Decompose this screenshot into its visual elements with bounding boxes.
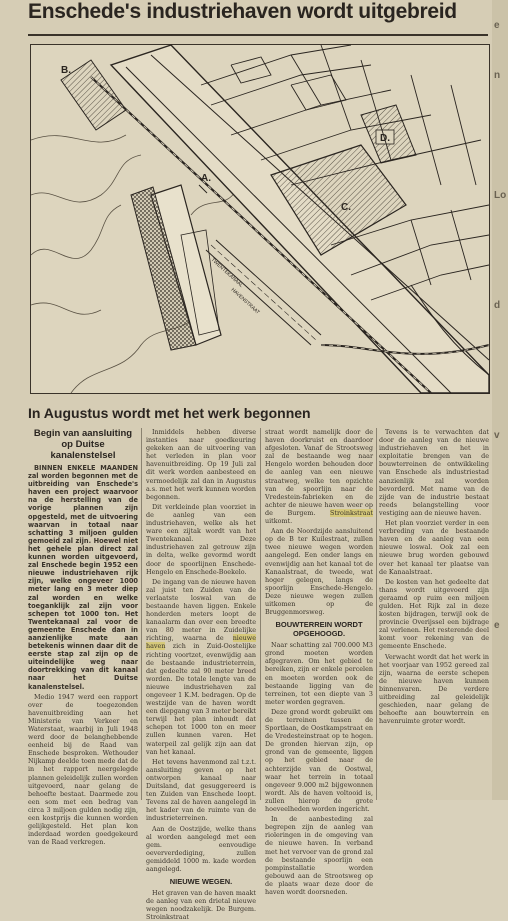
harbour-map xyxy=(30,44,490,394)
road-label: HAVENSTRAAT xyxy=(229,287,261,316)
body-paragraph: Inmiddels hebben diverse instanties naar goedkeuring gekeken aan de uitvoering van het verleden in plan voor havenuitbreiding. Op 19 Juli zal dit werk worden aanbesteed en vermoedelijk zal dan in Augustus a.s. met het werk kunnen worden begonnen. xyxy=(146,428,256,501)
body-paragraph: Medio 1947 werd een rapport over de toegezonden havenuitbreiding aan het Ministerie van Verkeer en Waterstaat, waarbij in Juli 1948 werd door de belanghebbende eenheid bij de Raad van Enschede besproken. Wethouder Nijkamp deelde toen mede dat de in het rapport neergelegde plannen geleidelijk zullen worden uitgevoerd, naar gelang de behoefte bestaat. Daarmede zou een som met een bedrag van circa 3 miljoen gulden nodig zijn, een kostprijs die kunnen worden gelijkgesteld. Het plan kon inderdaad worden goedgekeurd van de Raad verkregen. xyxy=(28,692,138,847)
text-run: De ingang van de nieuwe haven zal juist ten Zuiden van de verlaatste loswal van de bestaande haven liggen. Enkele honderden meters loopt de kanaalarm dan over een breedte van 80 meter in Zuidelijke richting, waarna de xyxy=(146,577,256,643)
adjacent-column-edge xyxy=(492,0,508,800)
body-paragraph xyxy=(265,428,373,525)
body-paragraph: Naar schatting zal 700.000 M3 grond moeten worden afgegraven. Om het gebied te bereiken, zijn er enkele percelen en moeten worden ook de bestaande ligging van de terreinen, tot een diepte van 3 meter worden gegraven. xyxy=(265,641,373,706)
body-paragraph: Deze grond wordt gebruikt om de terreinen tussen de Sportlaan, de Oostkampstraat en de Vredesteinstraat op te hogen. De gronden hiervan zijn, op grond van de gemeente, liggen op het gebied naar de achterzijde van de Oostwal, waar het terrein in totaal ongeveer 9.000 m2 bijgewonnen wordt. Als de haven voltooid is, zullen hierop de grote hoeveelheden worden ingericht. xyxy=(265,707,373,814)
edge-letter: e xyxy=(494,620,500,631)
body-paragraph: Tevens is te verwachten dat door de aanleg van de nieuwe industriehaven en het in exploitatie brengen van de bouwterreinen de ontwikkeling van Enschede als industriestad aanzienlijk zal worden bevorderd. Met name van de zijde van de industrie bestaat reeds belangstelling voor vestiging aan de nieuwe haven. xyxy=(379,428,489,517)
label-a: A. xyxy=(201,173,211,184)
article-column-2 xyxy=(146,428,256,921)
article-column-3 xyxy=(265,428,373,896)
label-d: D. xyxy=(380,133,390,144)
body-paragraph: Het plan voorziet verder in een verbreding van de bestaande haven en de aanleg van een nieuwe loswal. Ook zal een nieuwe brug worden gebouwd over het kanaal ter plaatse van de Kanaalstraat. xyxy=(379,519,489,576)
headline: Enschede's industriehaven wordt uitgebreid xyxy=(28,0,457,23)
body-paragraph: In de aanbesteding zal begrepen zijn de aanleg van rioleringen in de omgeving van de nieuwe haven. In verband met het vervoer van de grond zal de bestaande spoorlijn een pompinstallatie worden gebouwd aan de Strootsweg op de plaats waar deze door de haven wordt doorsneden. xyxy=(265,815,373,896)
body-paragraph: Dit verkleinde plan voorziet in de aanleg van een industriehaven, welke als het ware een zijtak wordt van het Twentekanaal. Deze industriehaven zal getrouw zijn in delta, welke gevormd wordt door de spoorlijnen Enschede-Hengelo en Enschede-Boekelo. xyxy=(146,502,256,576)
highlighted-term: Stroinkstraat xyxy=(330,508,373,517)
article-column-1 xyxy=(28,428,138,847)
body-paragraph: Het graven van de haven maakt de aanleg van een drietal nieuwe wegen noodzakelijk. De Burgem. Stroinkstraat xyxy=(146,889,256,921)
body-paragraph: De kosten van het gedeelte dat thans wordt uitgevoerd zijn geraamd op ruim een miljoen gulden. Het Rijk zal in deze kosten bijdragen, terwijl ook de provincie Overijssel een bijdrage zal verlenen. Het resterende deel komt voor rekening van de gemeente Enschede. xyxy=(379,577,489,651)
highlighted-term: nieuwe haven xyxy=(146,634,256,651)
column-rule xyxy=(141,428,142,800)
label-c: C. xyxy=(341,202,351,213)
column-1-heading: Begin van aansluiting op Duitse kanalenstelsel xyxy=(33,428,133,461)
canal-label: TWENTEKANAAL xyxy=(209,257,245,289)
edge-letter: Lo xyxy=(494,190,507,201)
harbour-map-drawing xyxy=(31,45,489,393)
body-paragraph: Aan de Noordzijde aansluitend op de B ter Kuilestraat, zullen twee nieuwe wegen worden aangelegd. Een onder langs en evenwijdig aan het kanaal tot de Kanaalstraat, de tweede, wat hoger gelegen, langs de spoorlijn Enschede-Hengelo. Deze nieuwe wegen zullen uitkomen op de Bruggenmorsweg. xyxy=(265,527,373,617)
text-run: uitkomt. xyxy=(265,517,293,526)
section-heading: NIEUWE WEGEN. xyxy=(169,877,233,887)
section-heading: BOUWTERREIN WORDT OPGEHOOGD. xyxy=(275,620,363,639)
column-rule xyxy=(376,428,377,800)
edge-letter: n xyxy=(494,70,501,81)
edge-letter: d xyxy=(494,300,501,311)
text-run: zich in Zuid-Oostelijke richting voortzet, evenwijdig aan de bestaande industrieterrein, dat gedeelte zal 90 meter breed worden. De totale lengte van de nieuwe industriehaven zal ongeveer 1 K.M. bedragen. Op de westzijde van de haven wordt een diepgang van 3 meter bereikt terwijl het plan inhoudt dat schepen tot 1000 ton en meer zullen kunnen varen. Het waterpeil zal gelijk zijn aan dat van het kanaal. xyxy=(146,642,256,756)
headline-rule xyxy=(28,34,488,36)
label-b: B. xyxy=(61,65,71,76)
article-column-4 xyxy=(379,428,489,800)
edge-letter: e xyxy=(494,20,500,31)
body-paragraph: Het tevens havenmond zal t.z.t. aansluiting geven op het ontworpen kanaal naar Duitsland, dat gesuggereerd is ten Zuiden van Enschede loopt. Tevens zal de haven aangelegd in het kader van de ruimte van de industrieterreinen. xyxy=(146,757,256,823)
text-run: straat wordt namelijk door de haven doorkruist en daardoor afgesloten. Vanaf de Strootsweg zal de bestaande weg naar Hengelo worden behouden door de aanleg van een nieuwe straatweg, welke ten opzichte van de spoorlijn naar de Vredestein-fabrieken en de achter de nieuwe haven weer op de Burgem. xyxy=(265,428,373,517)
column-rule xyxy=(260,428,261,800)
subheadline: In Augustus wordt met het werk begonnen xyxy=(28,405,311,421)
edge-letter: v xyxy=(494,430,500,441)
body-paragraph: Verwacht wordt dat het werk in het voorjaar van 1952 gereed zal zijn, waarna de eerste schepen de nieuwe haven kunnen binnenvaren. De verdere uitbreiding zal geleidelijk geschieden, naar gelang de behoefte aan bouwterrein en havenruimte groter wordt. xyxy=(379,652,489,726)
lead-paragraph: BINNEN ENKELE MAANDEN zal worden begonnen met de uitbreiding van Enschede's haven een project waarvoor na de herstelling van de vorige plannen zijn opgesteld, met de uitvoering waarvan in totaal naar schatting 3 miljoen gulden gemoeid zal zijn. Hoewel niet het gehele plan direct zal kunnen worden uitgevoerd, zal Enschede begin 1952 een nieuwe industriehaven rijk zijn, welke ongeveer 1000 meter lang en 3 meter diep zal worden en welke toeganklijk zal zijn voor schepen tot 1000 ton. Het Twentekanaal zal voor de gemeente Enschede dan in aanzienlijke mate aan betekenis winnen daar dit de eerste stap zal zijn op de uiteindelijke weg naar doortrekking van dit kanaal naar het Duitse kanalenstelsel. xyxy=(28,464,138,691)
body-paragraph xyxy=(146,578,256,756)
body-paragraph: Aan de Oostzijde, welke thans al worden aangelegd met een gem. eenvoudige oeververdediging, zullen gemiddeld 1000 m. kade worden aangelegd. xyxy=(146,824,256,873)
